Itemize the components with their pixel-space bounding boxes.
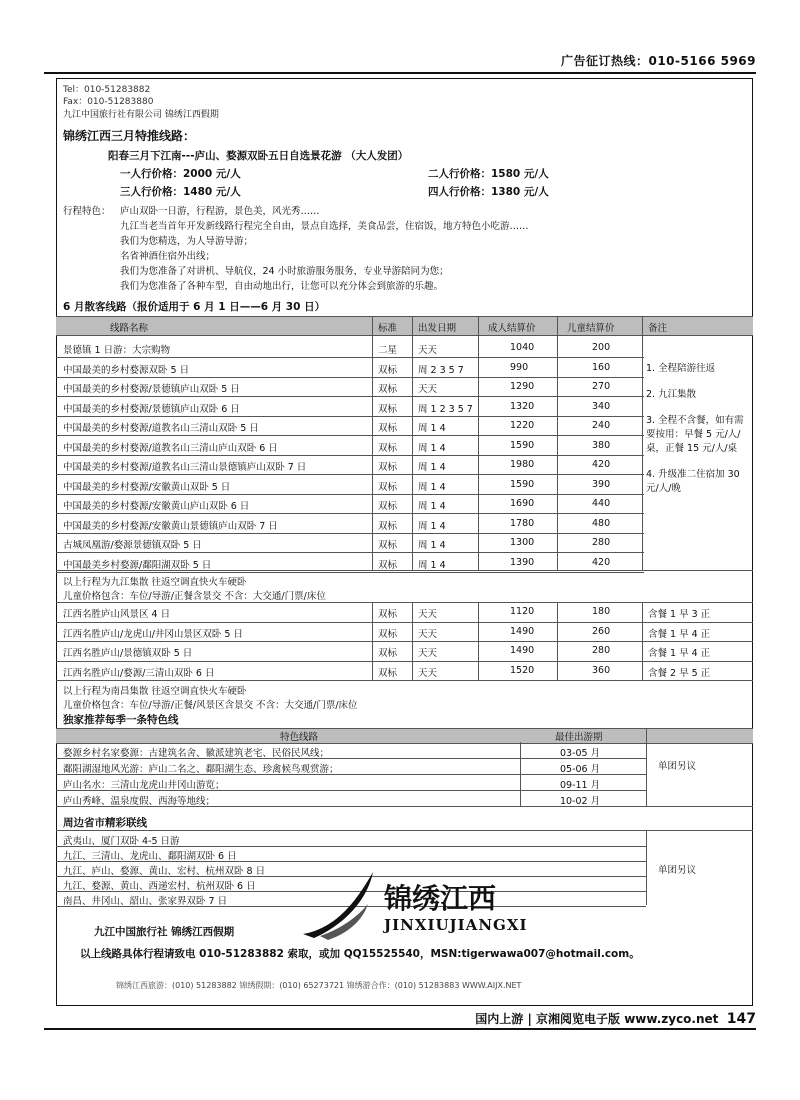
table-row-note: 含餐 1 早 3 正: [648, 609, 711, 620]
booking-line: 以上线路具体行程请致电 010-51283882 索取，或加 QQ15525540，MSN:tigerwawa007@hotmail.com。: [80, 948, 640, 960]
row-divider: [56, 416, 644, 417]
table-row-note: 含餐 2 早 5 正: [648, 667, 711, 679]
note-item: 2. 九江集散: [646, 389, 697, 400]
note-item: 4. 升级准二住宿加 30 元/人/晚: [646, 469, 740, 494]
row-divider: [56, 602, 753, 603]
table-row-adult: 1390: [510, 556, 535, 568]
table-row-name: 庐山名水：三清山龙虎山井冈山游览；: [63, 780, 225, 791]
table-row-dep: 天天: [418, 667, 438, 679]
table-row-name: 中国最美乡村婺源/鄱阳湖双卧 5 日: [63, 559, 212, 571]
sub-note: 儿童价格包含：车位/导游/正餐/风景区含景交 不含：大交通/门票/床位: [63, 700, 358, 711]
special-side-note: 单团另议: [658, 761, 697, 772]
table-row-dep: 天天: [418, 609, 438, 620]
col-adult: 成人结算价: [488, 323, 536, 334]
row-divider: [56, 494, 644, 495]
row-divider: [56, 758, 646, 759]
table-row-child: 200: [592, 342, 611, 353]
table-row-name: 南昌、井冈山、韶山、张家界双卧 7 日: [63, 896, 228, 907]
table-row-period: 09-11 月: [560, 780, 601, 791]
table-row-std: 双标: [378, 648, 398, 659]
table-row-dep: 周 1 4: [418, 442, 446, 454]
table-row-std: 双标: [378, 481, 398, 493]
table-row-child: 420: [592, 556, 611, 568]
ad-hotline: 广告征订热线：010-5166 5969: [560, 54, 756, 68]
table-row-child: 480: [592, 517, 611, 529]
table-bottom: [56, 570, 753, 571]
table-row-adult: 1490: [510, 645, 535, 656]
table-row-name: 中国最美的乡村婺源双卧 5 日: [63, 364, 190, 376]
table-row-name: 中国最美的乡村婺源/安徽黄山双卧 5 日: [63, 481, 231, 493]
row-divider: [56, 830, 753, 831]
table-row-period: 03-05 月: [560, 748, 601, 759]
col-divider: [520, 742, 521, 806]
table-row-name: 九江、三清山、龙虎山、鄱阳湖双卧 6 日: [63, 851, 237, 862]
table-row-child: 380: [592, 439, 611, 451]
table-row-dep: 天天: [418, 384, 438, 395]
table-row-std: 二星: [378, 345, 398, 356]
bottom-rule: [44, 1006, 756, 1030]
features-label: 行程特色：: [63, 206, 111, 217]
footer-site: 国内上游 | 京湘阅览电子版 www.zyco.net: [475, 1012, 719, 1026]
table-row-std: 双标: [378, 364, 398, 376]
table-row-std: 双标: [378, 501, 398, 512]
row-divider: [56, 552, 644, 553]
table-row-period: 05-06 月: [560, 764, 601, 775]
row-divider: [56, 396, 644, 397]
row-divider: [56, 377, 644, 378]
table-row-std: 双标: [378, 442, 398, 454]
row-divider: [56, 641, 753, 642]
note-item: 1. 全程陪游往返: [646, 363, 716, 374]
table-row-child: 280: [592, 645, 611, 656]
col-std: 标准: [378, 323, 398, 334]
table-row-dep: 天天: [418, 628, 438, 640]
footer-contacts: 锦绣江西旅游：(010) 51283882 锦绣假期：(010) 65273721 锦绣游合作：(010) 51283883 WWW.AIJX.NET: [116, 981, 522, 990]
row-divider: [56, 622, 753, 623]
table-row-adult: 1300: [510, 537, 535, 548]
table-row-name: 江西名胜庐山/婺源/三清山双卧 6 日: [63, 667, 215, 679]
table-row-adult: 1290: [510, 381, 535, 392]
row-divider: [56, 861, 646, 862]
table-row-adult: 1490: [510, 625, 535, 637]
contact-fax: Fax：010-51283880: [63, 97, 154, 107]
col-divider: [478, 602, 479, 680]
table-row-child: 180: [592, 606, 611, 617]
row-divider: [56, 435, 644, 436]
table-row-child: 440: [592, 498, 611, 509]
brand-logo: [298, 868, 548, 944]
row-divider: [56, 357, 644, 358]
col-divider: [412, 316, 413, 570]
page-footer: [475, 1010, 756, 1027]
row-divider: [56, 533, 644, 534]
table-row-std: 双标: [378, 520, 398, 532]
note-item: 3. 全程不含餐，如有需要按用：早餐 5 元/人/桌，正餐 15 元/人/桌: [646, 415, 744, 454]
table-row-name: 婺源乡村名家婺源：古建筑名舍、徽派建筑老宅、民俗民风线；: [63, 748, 330, 759]
table-row-adult: 1980: [510, 459, 535, 470]
table-row-name: 江西名胜庐山风景区 4 日: [63, 609, 171, 620]
table-row-dep: 天天: [418, 648, 438, 659]
row-divider: [56, 572, 644, 573]
table-row-child: 260: [592, 625, 611, 637]
table-row-adult: 1220: [510, 420, 535, 431]
feature-line: 我们为您准备了对讲机、导航仪，24 小时旅游服务服务，专业导游陪同为您；: [120, 266, 449, 277]
agency-line: 九江中国旅行社 锦绣江西假期: [94, 926, 235, 938]
row-divider: [56, 790, 646, 791]
sub-note: 以上行程为南昌集散 往返空调直快火车硬卧: [63, 686, 247, 697]
sub-note: 儿童价格包含：车位/导游/正餐含景交 不含：大交通/门票/床位: [63, 591, 326, 602]
table-row-adult: 1120: [510, 606, 535, 617]
logo-cn: 锦绣江西: [384, 882, 497, 915]
table-row-note: 含餐 1 早 4 正: [648, 648, 711, 659]
price-1: 一人行价格：2000 元/人: [120, 168, 241, 180]
table-row-adult: 990: [510, 361, 529, 373]
table-row-name: 九江、庐山、婺源、黄山、宏村、杭州双卧 8 日: [63, 866, 266, 877]
table-row-adult: 1690: [510, 498, 535, 509]
col-divider: [646, 830, 647, 905]
table-row-adult: 1780: [510, 517, 535, 529]
feature-line: 九江当老当首年开发新线路行程完全自由，景点自选择，美食品尝，住宿饭，地方特色小吃游……: [120, 221, 529, 232]
col-dep: 出发日期: [418, 323, 457, 334]
table-row-std: 双标: [378, 540, 398, 551]
row-divider: [56, 774, 646, 775]
table-row-dep: 周 2 3 5 7: [418, 364, 464, 376]
col-divider: [372, 602, 373, 680]
table-row-std: 双标: [378, 559, 398, 571]
table-row-dep: 周 1 4: [418, 540, 446, 551]
neighbor-side-note: 单团另议: [658, 865, 697, 876]
col-route: 线路名称: [110, 323, 149, 334]
june-notes: [646, 362, 750, 496]
march-route: 阳春三月下江南---庐山、婺源双卧五日自选景花游 （大人发团）: [108, 150, 409, 162]
table-row-adult: 1590: [510, 478, 535, 490]
table-row-note: 含餐 1 早 4 正: [648, 628, 711, 640]
table-row-name: 九江、婺源、黄山、西递宏村、杭州双卧 6 日: [63, 881, 256, 892]
col-divider: [642, 316, 643, 570]
col-divider: [478, 316, 479, 570]
table-row-child: 420: [592, 459, 611, 470]
table-row-child: 390: [592, 478, 611, 490]
table-row-std: 双标: [378, 423, 398, 434]
special-title: 独家推荐每季一条特色线: [63, 714, 179, 726]
table-row-period: 10-02 月: [560, 796, 601, 807]
neighbor-title: 周边省市精彩联线: [63, 817, 147, 829]
table-row-dep: 周 1 4: [418, 462, 446, 473]
table-bottom: [56, 806, 753, 807]
table-row-name: 景德镇 1 日游：大宗购物: [63, 345, 171, 356]
table-row-name: 古城凤凰游/婺源景德镇双卧 5 日: [63, 540, 202, 551]
col-divider: [557, 316, 558, 570]
table-row-adult: 1590: [510, 439, 535, 451]
price-3: 三人行价格：1480 元/人: [120, 186, 241, 198]
feature-line: 名省神酒住宿外出线；: [120, 251, 216, 262]
table-row-child: 360: [592, 664, 611, 676]
table-row-name: 中国最美的乡村婺源/道教名山三清山双卧 5 日: [63, 423, 259, 434]
table-row-std: 双标: [378, 609, 398, 620]
march-title: 锦绣江西三月特推线路：: [63, 129, 196, 143]
table-row-child: 160: [592, 361, 611, 373]
col-period: 最佳出游期: [555, 732, 603, 743]
table-row-std: 双标: [378, 384, 398, 395]
col-divider: [372, 316, 373, 570]
logo-en: JINXIUJIANGXI: [384, 916, 528, 934]
agency-name: 九江中国旅行社有限公司 锦绣江西假期: [63, 110, 219, 120]
table-row-child: 340: [592, 400, 611, 412]
table-row-dep: 周 1 4: [418, 520, 446, 532]
page-number: 147: [726, 1011, 756, 1027]
table-bottom: [56, 680, 753, 681]
table-row-dep: 周 1 2 3 5 7: [418, 403, 473, 415]
table-row-dep: 周 1 4: [418, 501, 446, 512]
table-row-child: 270: [592, 381, 611, 392]
row-divider: [56, 846, 646, 847]
table-row-adult: 1040: [510, 342, 535, 353]
row-divider: [56, 661, 753, 662]
col-special: 特色线路: [280, 732, 319, 743]
table-row-name: 江西名胜庐山/龙虎山/井冈山景区双卧 5 日: [63, 628, 243, 640]
swoosh-icon: [298, 868, 548, 940]
table-row-name: 中国最美的乡村婺源/道教名山三清山庐山双卧 6 日: [63, 442, 278, 454]
special-table-header: [56, 728, 753, 744]
price-4: 四人行价格：1380 元/人: [428, 186, 549, 198]
table-row-name: 鄱阳湖湿地风光游：庐山二名之、鄱阳湖生态、珍禽候鸟观赏游；: [63, 764, 339, 775]
table-row-adult: 1320: [510, 400, 535, 412]
col-divider: [412, 602, 413, 680]
contact-tel: Tel：010-51283882: [63, 85, 151, 95]
sub-note: 以上行程为九江集散 往返空调直快火车硬卧: [63, 577, 247, 588]
table-row-std: 双标: [378, 667, 398, 679]
table-row-std: 双标: [378, 628, 398, 640]
table-row-dep: 周 1 4: [418, 559, 446, 571]
table-row-adult: 1520: [510, 664, 535, 676]
table-row-child: 240: [592, 420, 611, 431]
table-row-name: 中国最美的乡村婺源/景德镇庐山双卧 5 日: [63, 384, 240, 395]
table-row-name: 庐山秀峰、温泉度假、西海等地线；: [63, 796, 216, 807]
table-row-std: 双标: [378, 403, 398, 415]
table-row-name: 中国最美的乡村婺源/安徽黄山庐山双卧 6 日: [63, 501, 250, 512]
top-rule: [44, 52, 756, 74]
col-note: 备注: [648, 323, 668, 334]
table-row-name: 中国最美的乡村婺源/景德镇庐山双卧 6 日: [63, 403, 240, 415]
feature-line: 我们为您准备了各种车型，自由动地出行，让您可以充分体会到旅游的乐趣。: [120, 281, 444, 292]
table-row-dep: 周 1 4: [418, 481, 446, 493]
feature-line: 庐山双卧一日游，行程游，景色美，风光秀……: [120, 206, 320, 217]
table-row-name: 武夷山、厦门双卧 4-5 日游: [63, 836, 180, 847]
feature-line: 我们为您精选，为人导游导游；: [120, 236, 254, 247]
table-row-name: 江西名胜庐山/景德镇双卧 5 日: [63, 648, 193, 659]
price-2: 二人行价格：1580 元/人: [428, 168, 549, 180]
table-row-dep: 周 1 4: [418, 423, 446, 434]
table-row-std: 双标: [378, 462, 398, 473]
table-row-dep: 天天: [418, 345, 438, 356]
col-divider: [642, 602, 643, 680]
table-row-name: 中国最美的乡村婺源/安徽黄山景德镇庐山双卧 7 日: [63, 520, 278, 532]
table-row-name: 中国最美的乡村婺源/道教名山三清山景德镇庐山双卧 7 日: [63, 462, 307, 473]
row-divider: [56, 474, 644, 475]
col-divider: [557, 602, 558, 680]
col-divider: [646, 728, 647, 806]
col-child: 儿童结算价: [567, 323, 615, 334]
table-row-child: 280: [592, 537, 611, 548]
june-title: 6 月散客线路（报价适用于 6 月 1 日——6 月 30 日）: [63, 301, 326, 313]
row-divider: [56, 513, 644, 514]
row-divider: [56, 455, 644, 456]
